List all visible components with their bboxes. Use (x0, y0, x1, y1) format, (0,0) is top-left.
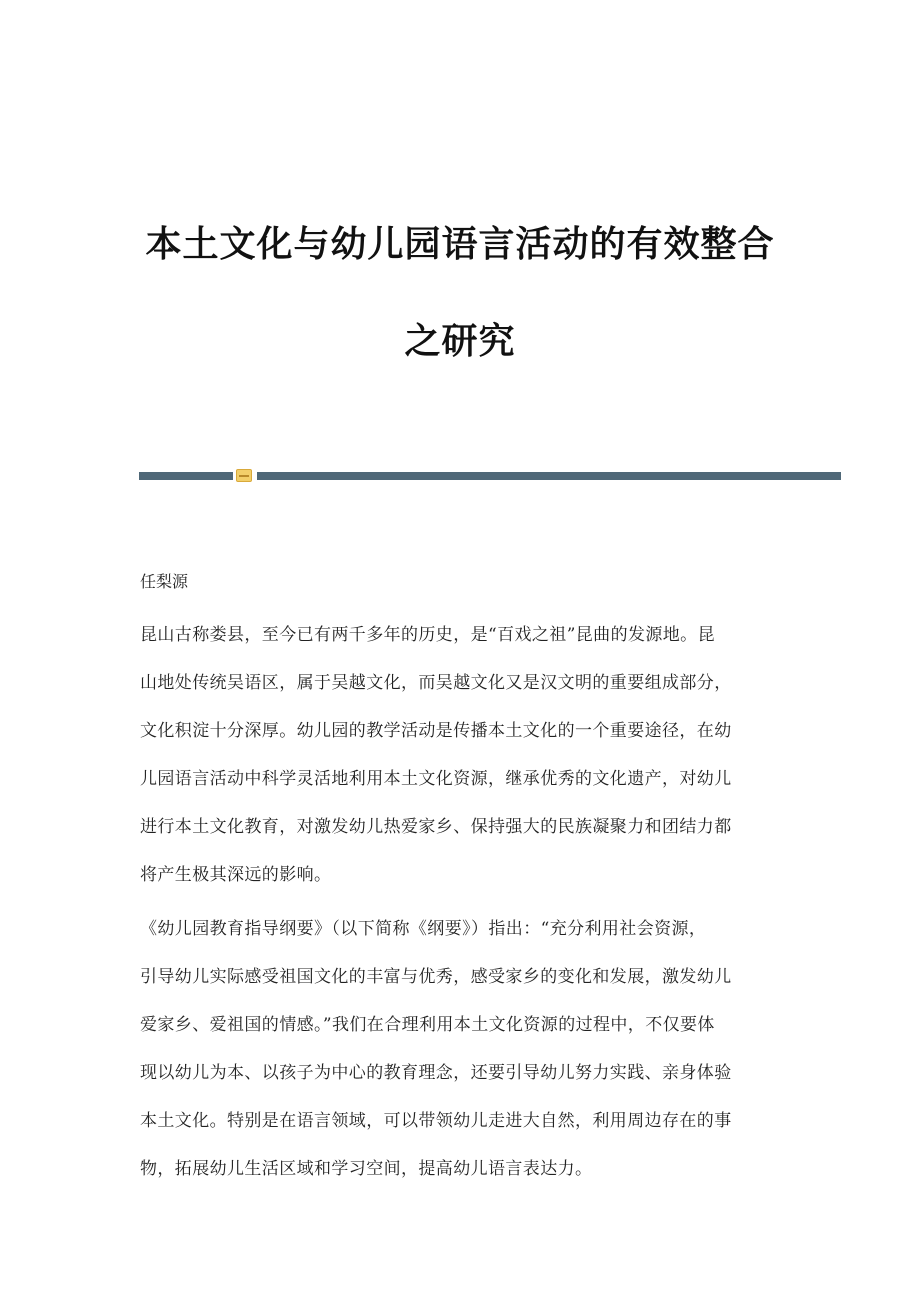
paragraph-line: 引导幼儿实际感受祖国文化的丰富与优秀，感受家乡的变化和发展，激发幼儿 (140, 967, 732, 987)
paragraph-line: 山地处传统吴语区，属于吴越文化，而吴越文化又是汉文明的重要组成部分， (140, 673, 732, 693)
paragraph-line: 物，拓展幼儿生活区域和学习空间，提高幼儿语言表达力。 (140, 1159, 593, 1179)
paragraph-line: 《幼儿园教育指导纲要》（以下简称《纲要》）指出：“充分利用社会资源， (140, 919, 707, 939)
paragraph-line: 进行本土文化教育，对激发幼儿热爱家乡、保持强大的民族凝聚力和团结力都 (140, 817, 732, 837)
paragraph-line: 儿园语言活动中科学灵活地利用本土文化资源，继承优秀的文化遗产，对幼儿 (140, 769, 732, 789)
title-divider-left (139, 472, 233, 480)
document-title-line-2: 之研究 (404, 320, 516, 362)
paragraph-line: 将产生极其深远的影响。 (140, 865, 332, 885)
paragraph-line: 爱家乡、爱祖国的情感。”我们在合理利用本土文化资源的过程中，不仅要体 (140, 1015, 715, 1035)
body-paragraph-1 (140, 624, 780, 912)
author-name: 任梨源 (140, 572, 189, 591)
paragraph-line: 现以幼儿为本、以孩子为中心的教育理念，还要引导幼儿努力实践、亲身体验 (140, 1063, 732, 1083)
divider-ornament-icon (236, 469, 252, 482)
paragraph-line: 昆山古称娄县，至今已有两千多年的历史，是“百戏之祖”昆曲的发源地。昆 (140, 625, 715, 645)
paragraph-line: 文化积淀十分深厚。幼儿园的教学活动是传播本土文化的一个重要途径，在幼 (140, 721, 732, 741)
title-divider-right (257, 472, 841, 480)
paragraph-line: 本土文化。特别是在语言领域，可以带领幼儿走进大自然，利用周边存在的事 (140, 1111, 732, 1131)
document-title-line-1: 本土文化与幼儿园语言活动的有效整合 (145, 223, 775, 265)
body-paragraph-2 (140, 918, 780, 1206)
